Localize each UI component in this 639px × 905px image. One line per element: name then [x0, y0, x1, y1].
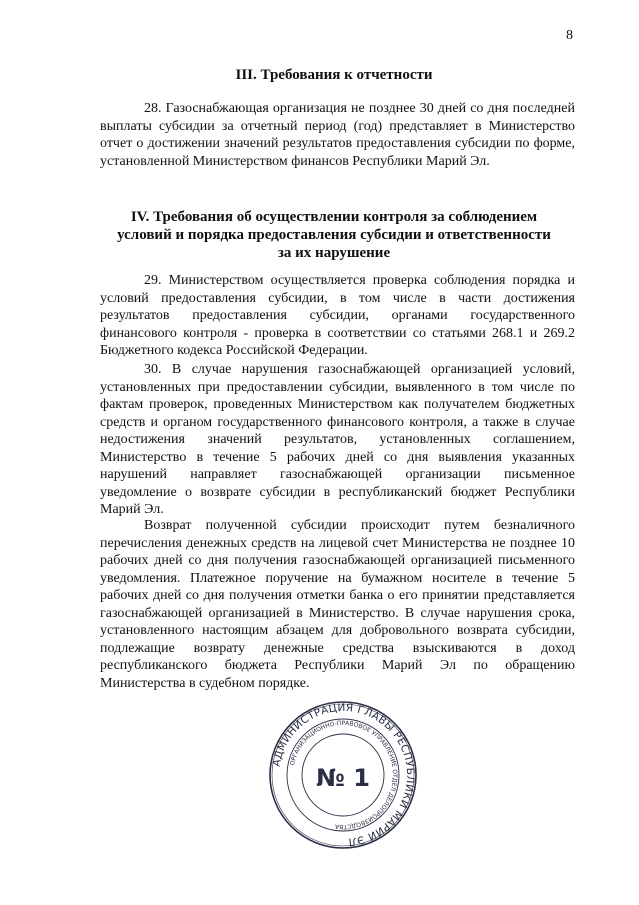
section-3-heading: III. Требования к отчетности — [235, 67, 433, 83]
section-4-heading-line-3: за их нарушение — [277, 245, 391, 261]
stamp-number: № 1 — [316, 764, 370, 792]
section-4-heading-line-1: IV. Требования об осуществлении контроля за соблюдением — [130, 209, 538, 225]
page-number: 8 — [566, 28, 573, 43]
stamp-inner-text: ОРГАНИЗАЦИОННО-ПРАВОВОЕ УПРАВЛЕНИЕ ОТДЕЛ ДЕЛОПРОИЗВОДСТВА — [288, 719, 399, 831]
paragraph-28: 28. Газоснабжающая организация не позднее 30 дней со дня последней выплаты субсидии за отчетный период (год) представляет в Министерство отчет о достижении значений результатов предоставления субсидии по форме, установленной Министерством финансов Республики Марий Эл. — [100, 101, 575, 169]
stamp-outer-text: АДМИНИСТРАЦИЯ ГЛАВЫ РЕСПУБЛИКИ МАРИЙ ЭЛ — [270, 701, 417, 848]
official-stamp — [268, 700, 418, 850]
section-4-heading-line-2: условий и порядка предоставления субсидии и ответственности — [117, 227, 551, 243]
section-4-heading — [100, 208, 568, 262]
paragraph-30: 30. В случае нарушения газоснабжающей организацией условий, установленных при предоставлении субсидии, выявленного в том числе по фактам проверок, проведенных Министерством как получателем бюджетных средств и органом государственного финансового контроля, а также в случае недостижения значений результатов, установленных соглашением, Министерство в течение 5 рабочих дней со дня выявления указанных нарушений направляет газоснабжающей организации письменное уведомление о возврате субсидии в республиканский бюджет Республики Марий Эл. — [100, 362, 575, 517]
paragraph-31: Возврат полученной субсидии происходит путем безналичного перечисления денежных средств на лицевой счет Министерства не позднее 10 рабочих дней со дня получения газоснабжающей организацией письменного уведомления. Платежное поручение на бумажном носителе в течение 5 рабочих дней со дня получения отметки банка о его принятии представляется газоснабжающей организацией в Министерство. В случае нарушения срока, установленного настоящим абзацем для добровольного возврата субсидии, подлежащие возврату денежные средства взыскиваются в доход республиканского бюджета Республики Марий Эл по обращению Министерства в судебном порядке. — [100, 518, 575, 691]
paragraph-29: 29. Министерством осуществляется проверка соблюдения порядка и условий предоставления субсидии, в том числе в части достижения результатов предоставления субсидии, органами государственного финансового контроля - проверка в соответствии со статьями 268.1 и 269.2 Бюджетного кодекса Российской Федерации. — [100, 273, 575, 358]
